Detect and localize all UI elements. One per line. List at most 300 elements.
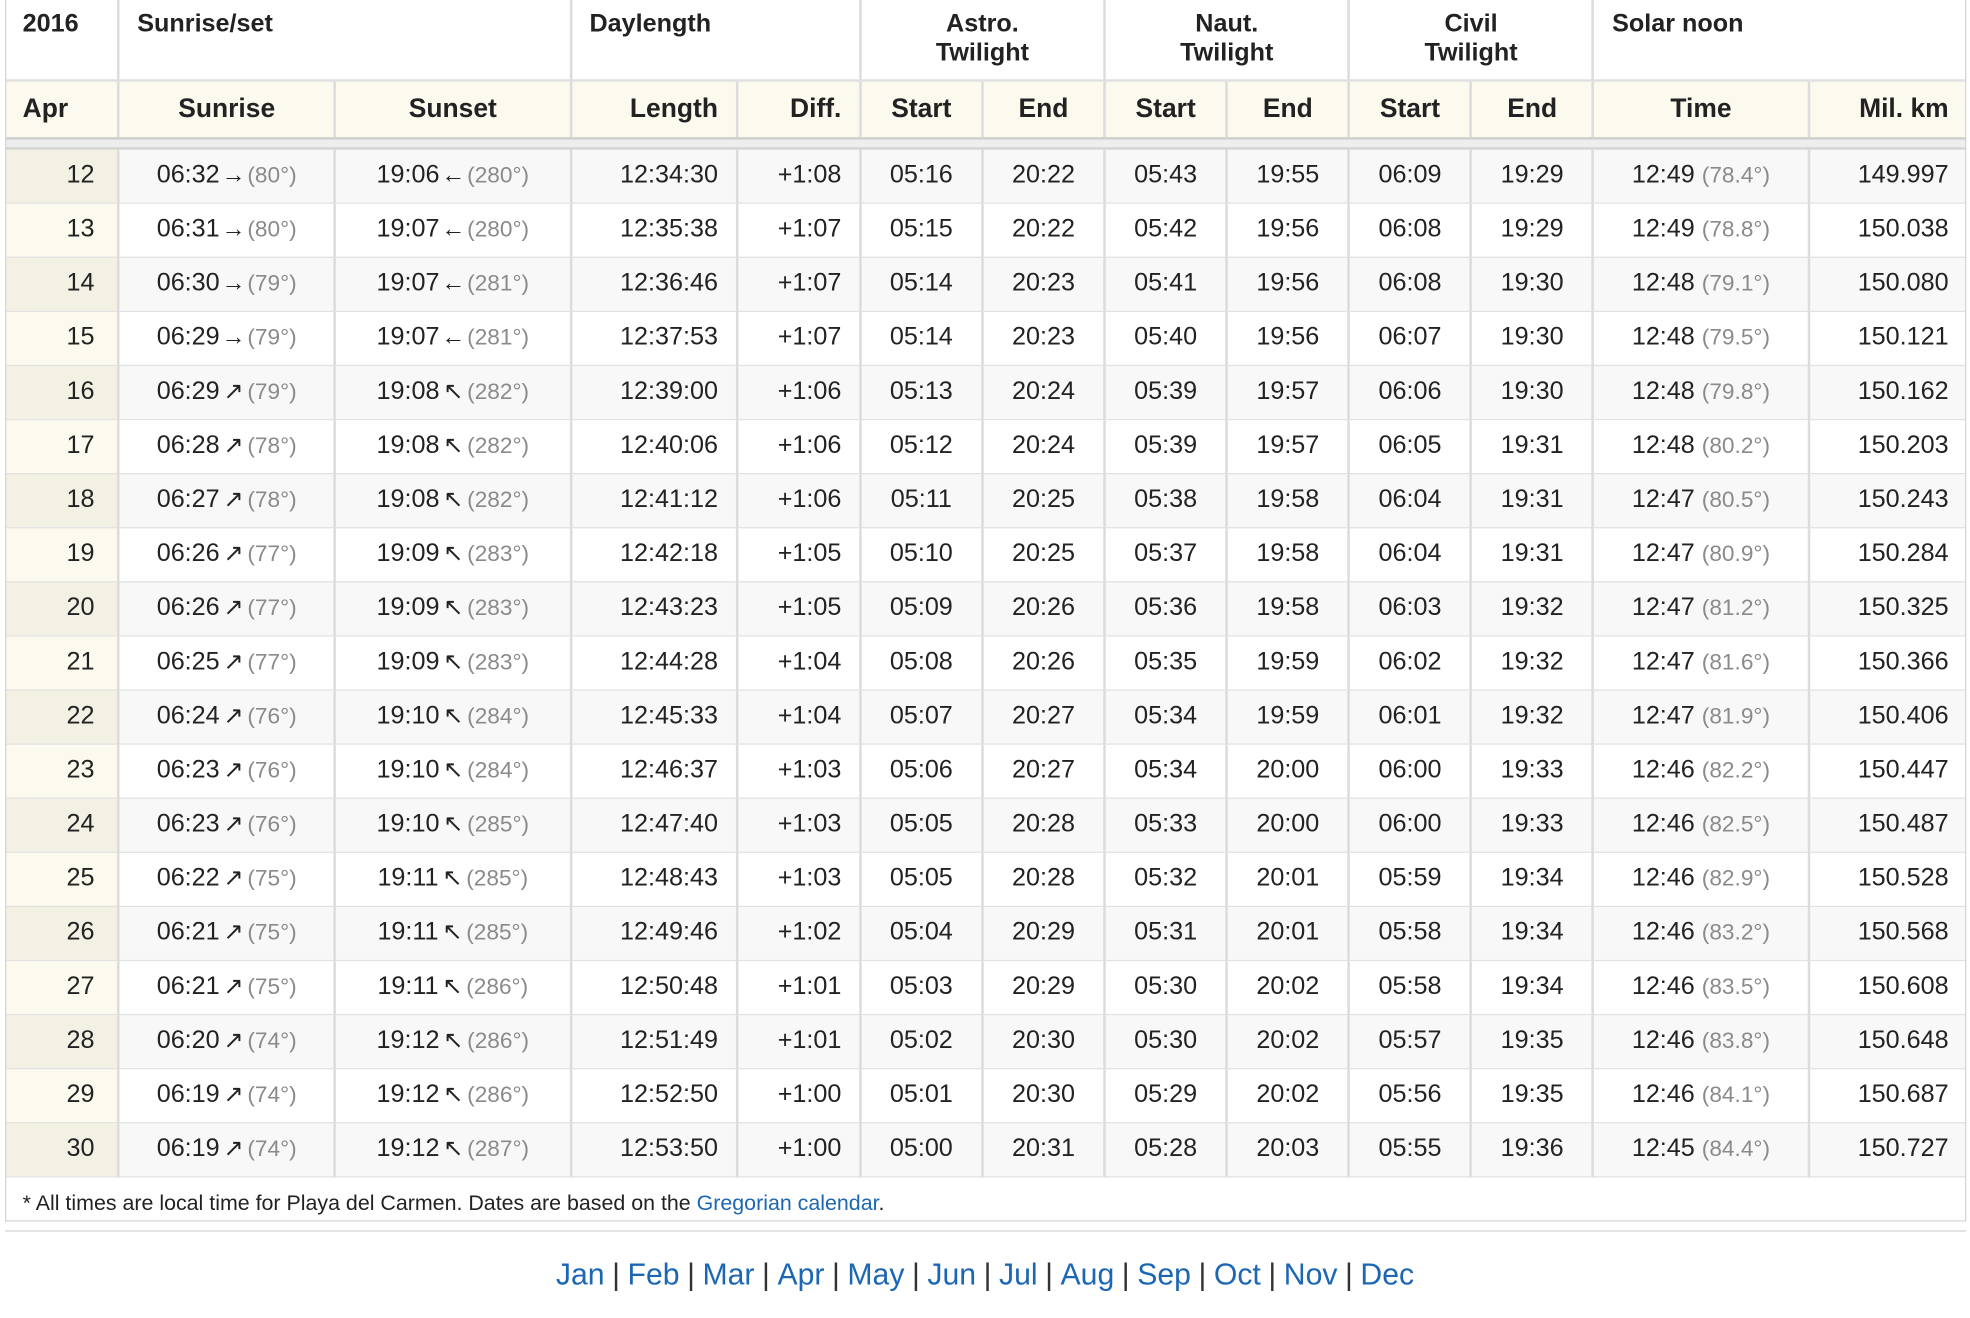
sunset-cell — [335, 798, 571, 852]
astro-end-cell: 20:27 — [982, 743, 1104, 797]
day-cell: 18 — [5, 473, 118, 527]
civil-header-line2: Twilight — [1424, 38, 1518, 67]
naut-end-cell: 20:02 — [1227, 1014, 1349, 1068]
solar-noon-cell — [1593, 257, 1808, 311]
astro-start-cell: 05:14 — [860, 311, 982, 365]
sunrise-direction-icon: ↗ — [223, 919, 244, 947]
sunset-cell — [335, 203, 571, 257]
sunset-time: 19:07 — [376, 269, 440, 297]
distance-cell: 150.121 — [1809, 311, 1967, 365]
daylength-cell: 12:43:23 — [571, 581, 737, 635]
sunset-cell — [335, 852, 571, 906]
solar-noon-cell — [1593, 906, 1808, 960]
month-link-nov[interactable]: Nov — [1283, 1258, 1338, 1292]
sunrise-azimuth: (75°) — [247, 919, 297, 945]
astro-end-cell: 20:26 — [982, 581, 1104, 635]
civil-start-cell: 05:56 — [1349, 1068, 1471, 1122]
solar-noon-altitude: (83.8°) — [1701, 1027, 1771, 1053]
sunrise-cell — [118, 1068, 335, 1122]
civil-end-cell: 19:34 — [1471, 906, 1593, 960]
table-row — [5, 148, 1966, 202]
civil-start-cell: 06:00 — [1349, 743, 1471, 797]
sunrise-direction-icon: ↗ — [223, 811, 244, 838]
daylength-cell: 12:51:49 — [571, 1014, 737, 1068]
naut-start-cell: 05:40 — [1105, 311, 1227, 365]
civil-start-cell: 05:57 — [1349, 1014, 1471, 1068]
month-separator: | — [1268, 1258, 1277, 1292]
civil-end-col-header: End — [1471, 81, 1593, 139]
sunset-cell — [335, 635, 571, 689]
table-row — [5, 527, 1966, 581]
naut-header-line1: Naut. — [1195, 10, 1259, 38]
header-row-groups — [5, 0, 1966, 81]
astro-end-cell: 20:31 — [982, 1122, 1104, 1176]
month-separator: | — [1345, 1258, 1353, 1292]
astro-end-col-header: End — [982, 81, 1104, 139]
month-separator: | — [1121, 1258, 1130, 1292]
astro-header-line2: Twilight — [935, 38, 1030, 67]
sunrise-direction-icon: ↗ — [223, 486, 244, 514]
solar-noon-altitude: (84.1°) — [1701, 1081, 1771, 1108]
sunset-time: 19:09 — [376, 593, 440, 622]
diff-cell: +1:03 — [737, 743, 860, 797]
solar-noon-altitude: (82.5°) — [1701, 811, 1771, 837]
solar-noon-altitude: (80.5°) — [1701, 486, 1771, 513]
solar-noon-cell — [1593, 419, 1808, 473]
naut-start-cell: 05:37 — [1105, 527, 1227, 581]
month-separator: | — [831, 1258, 840, 1292]
sunrise-cell — [118, 203, 335, 257]
month-link-sep[interactable]: Sep — [1137, 1258, 1191, 1292]
month-link-jan[interactable]: Jan — [555, 1258, 605, 1292]
distance-cell: 150.727 — [1809, 1122, 1967, 1176]
sunset-azimuth: (287°) — [467, 1135, 530, 1162]
naut-start-cell: 05:42 — [1105, 203, 1227, 257]
diff-cell: +1:06 — [737, 419, 860, 473]
solar-noon-cell — [1593, 743, 1808, 797]
civil-twilight-header — [1349, 0, 1593, 81]
footnote-row — [5, 1176, 1966, 1230]
sunset-cell — [335, 257, 571, 311]
distance-cell: 150.406 — [1809, 689, 1967, 743]
solar-noon-cell — [1593, 311, 1808, 365]
sunset-direction-icon: ← — [441, 216, 466, 243]
sunrise-azimuth: (78°) — [247, 486, 297, 513]
distance-cell: 150.284 — [1809, 527, 1967, 581]
day-cell: 14 — [5, 257, 118, 311]
solar-noon-cell — [1593, 852, 1808, 906]
solar-noon-time: 12:46 — [1631, 972, 1695, 1001]
sunrise-azimuth: (75°) — [247, 973, 297, 999]
naut-end-cell: 19:56 — [1227, 311, 1349, 365]
sunset-time: 19:10 — [376, 701, 440, 730]
civil-end-cell: 19:35 — [1471, 1014, 1593, 1068]
solar-noon-time: 12:49 — [1631, 215, 1695, 243]
daylength-cell: 12:46:37 — [571, 743, 737, 797]
sunset-direction-icon: ↖ — [442, 865, 463, 892]
solar-noon-cell — [1593, 473, 1808, 527]
sunset-time: 19:11 — [377, 972, 439, 1001]
solar-noon-cell — [1593, 581, 1808, 635]
solar-noon-altitude: (82.2°) — [1701, 757, 1771, 783]
sunset-cell — [335, 311, 571, 365]
solar-noon-altitude: (79.1°) — [1701, 270, 1771, 296]
sunset-direction-icon: ↖ — [442, 919, 463, 947]
sunrise-cell — [118, 906, 335, 960]
month-link-apr[interactable]: Apr — [777, 1258, 825, 1292]
sunrise-cell — [118, 635, 335, 689]
naut-end-cell: 19:58 — [1227, 527, 1349, 581]
sunset-time: 19:06 — [376, 161, 440, 190]
sunrise-direction-icon: ↗ — [223, 703, 244, 730]
distance-cell: 150.366 — [1809, 635, 1967, 689]
solar-noon-cell — [1593, 203, 1808, 257]
sunrise-azimuth: (76°) — [247, 811, 297, 837]
daylength-cell: 12:49:46 — [571, 906, 737, 960]
civil-start-cell: 06:06 — [1349, 365, 1471, 419]
table-row — [5, 311, 1966, 365]
sunrise-azimuth: (75°) — [247, 865, 297, 891]
sunset-direction-icon: ↖ — [443, 703, 464, 730]
solar-noon-altitude: (81.6°) — [1701, 649, 1771, 675]
sunrise-set-header: Sunrise/set — [118, 0, 570, 81]
civil-end-cell: 19:30 — [1471, 311, 1593, 365]
astro-start-cell: 05:09 — [860, 581, 982, 635]
sunset-time: 19:07 — [376, 215, 440, 243]
civil-end-cell: 19:29 — [1471, 148, 1593, 202]
naut-start-cell: 05:33 — [1105, 798, 1227, 852]
table-row — [5, 852, 1966, 906]
civil-start-cell: 06:01 — [1349, 689, 1471, 743]
table-row — [5, 257, 1966, 311]
sunrise-direction-icon: → — [221, 324, 246, 351]
naut-end-cell: 19:58 — [1227, 581, 1349, 635]
sunset-azimuth: (282°) — [467, 432, 530, 458]
day-cell: 15 — [5, 311, 118, 365]
solar-noon-cell — [1593, 635, 1808, 689]
sunrise-cell — [118, 689, 335, 743]
astro-start-cell: 05:05 — [860, 852, 982, 906]
naut-end-cell: 20:00 — [1227, 743, 1349, 797]
sunrise-cell — [118, 419, 335, 473]
daylength-cell: 12:44:28 — [571, 635, 737, 689]
daylength-cell: 12:52:50 — [571, 1068, 737, 1122]
month-link-aug[interactable]: Aug — [1060, 1258, 1115, 1292]
civil-end-cell: 19:32 — [1471, 581, 1593, 635]
civil-end-cell: 19:34 — [1471, 960, 1593, 1014]
astro-end-cell: 20:24 — [982, 365, 1104, 419]
sunset-azimuth: (281°) — [467, 270, 530, 296]
astro-start-cell: 05:08 — [860, 635, 982, 689]
sunset-direction-icon: ↖ — [443, 378, 464, 406]
sunrise-azimuth: (74°) — [247, 1027, 297, 1053]
solar-noon-cell — [1593, 689, 1808, 743]
sunrise-direction-icon: → — [221, 216, 246, 243]
table-row — [5, 1122, 1966, 1176]
table-row — [5, 581, 1966, 635]
day-cell: 13 — [5, 203, 118, 257]
solar-noon-time: 12:46 — [1631, 918, 1695, 947]
sunset-cell — [335, 960, 571, 1014]
sunrise-time: 06:29 — [156, 323, 220, 351]
sunrise-azimuth: (74°) — [247, 1135, 297, 1162]
month-link-dec[interactable]: Dec — [1360, 1258, 1415, 1292]
month-link-mar[interactable]: Mar — [702, 1258, 755, 1292]
sunrise-direction-icon: ↗ — [223, 595, 244, 622]
table-body — [5, 148, 1966, 1176]
naut-end-cell: 19:57 — [1227, 419, 1349, 473]
diff-cell: +1:04 — [737, 689, 860, 743]
sunrise-cell — [118, 581, 335, 635]
diff-cell: +1:00 — [737, 1122, 860, 1176]
naut-end-cell: 19:56 — [1227, 203, 1349, 257]
sunrise-direction-icon: ↗ — [223, 432, 244, 460]
sunset-time: 19:08 — [376, 377, 440, 406]
month-link-oct[interactable]: Oct — [1213, 1258, 1261, 1292]
sunrise-azimuth: (76°) — [247, 703, 297, 729]
naut-end-cell: 19:59 — [1227, 635, 1349, 689]
sunset-time: 19:10 — [376, 756, 440, 784]
civil-end-cell: 19:35 — [1471, 1068, 1593, 1122]
sunrise-col-header: Sunrise — [118, 81, 335, 139]
table-row — [5, 960, 1966, 1014]
sunrise-cell — [118, 1122, 335, 1176]
sunset-cell — [335, 365, 571, 419]
sunset-direction-icon: ↖ — [443, 595, 464, 622]
sunrise-time: 06:28 — [156, 431, 220, 460]
table-row — [5, 473, 1966, 527]
sunrise-azimuth: (79°) — [247, 324, 297, 350]
naut-start-col-header: Start — [1105, 81, 1227, 139]
solar-noon-time: 12:48 — [1631, 269, 1695, 297]
sunrise-time: 06:21 — [156, 972, 220, 1001]
table-row — [5, 743, 1966, 797]
naut-end-cell: 20:02 — [1227, 1068, 1349, 1122]
naut-end-cell: 20:02 — [1227, 960, 1349, 1014]
sunset-cell — [335, 527, 571, 581]
distance-cell: 150.608 — [1809, 960, 1967, 1014]
solar-noon-cell — [1593, 148, 1808, 202]
sunset-time: 19:10 — [376, 810, 440, 838]
astro-start-cell: 05:05 — [860, 798, 982, 852]
astro-end-cell: 20:23 — [982, 311, 1104, 365]
civil-start-cell: 06:04 — [1349, 527, 1471, 581]
sunrise-azimuth: (79°) — [247, 378, 297, 404]
sunset-azimuth: (285°) — [467, 811, 530, 837]
civil-start-cell: 06:05 — [1349, 419, 1471, 473]
sunrise-time: 06:26 — [156, 539, 220, 568]
sunset-direction-icon: ↖ — [442, 973, 463, 1001]
sunrise-azimuth: (77°) — [247, 595, 297, 621]
sunset-time: 19:11 — [377, 918, 439, 947]
sunset-time: 19:07 — [376, 323, 440, 351]
sunrise-cell — [118, 257, 335, 311]
naut-end-cell: 19:58 — [1227, 473, 1349, 527]
sunrise-direction-icon: ↗ — [223, 757, 244, 784]
sunset-direction-icon: ← — [441, 324, 466, 351]
sunrise-time: 06:32 — [156, 161, 220, 190]
sunset-azimuth: (285°) — [466, 865, 529, 891]
sunset-azimuth: (280°) — [467, 162, 530, 188]
sunrise-azimuth: (77°) — [247, 540, 297, 567]
naut-start-cell: 05:43 — [1105, 148, 1227, 202]
sunset-azimuth: (286°) — [466, 973, 529, 999]
solar-noon-time: 12:45 — [1631, 1134, 1695, 1163]
solar-noon-time: 12:47 — [1631, 647, 1695, 676]
astro-start-cell: 05:16 — [860, 148, 982, 202]
diff-cell: +1:05 — [737, 527, 860, 581]
naut-end-cell: 19:56 — [1227, 257, 1349, 311]
month-header: Apr — [5, 81, 118, 139]
solar-noon-altitude: (82.9°) — [1701, 865, 1771, 891]
distance-cell: 150.038 — [1809, 203, 1967, 257]
solar-noon-altitude: (80.2°) — [1701, 432, 1771, 458]
sunrise-time: 06:25 — [156, 647, 220, 676]
astro-start-cell: 05:10 — [860, 527, 982, 581]
sunrise-time: 06:21 — [156, 918, 220, 947]
naut-start-cell: 05:34 — [1105, 689, 1227, 743]
day-cell: 22 — [5, 689, 118, 743]
sunrise-azimuth: (79°) — [247, 270, 297, 296]
month-link-jul[interactable]: Jul — [998, 1258, 1038, 1292]
header-spacer — [5, 138, 1966, 148]
day-cell: 28 — [5, 1014, 118, 1068]
solar-noon-time: 12:47 — [1631, 485, 1695, 514]
sunrise-direction-icon: ↗ — [223, 378, 244, 406]
distance-cell: 150.648 — [1809, 1014, 1967, 1068]
solar-noon-time: 12:49 — [1631, 161, 1695, 190]
distance-cell: 150.243 — [1809, 473, 1967, 527]
astro-end-cell: 20:24 — [982, 419, 1104, 473]
sunset-azimuth: (283°) — [467, 595, 530, 621]
civil-end-cell: 19:34 — [1471, 852, 1593, 906]
month-separator: | — [911, 1258, 920, 1292]
sunset-direction-icon: ↖ — [443, 811, 464, 838]
naut-start-cell: 05:39 — [1105, 365, 1227, 419]
daylength-cell: 12:50:48 — [571, 960, 737, 1014]
sunrise-cell — [118, 960, 335, 1014]
sunrise-time: 06:27 — [156, 485, 220, 514]
naut-start-cell: 05:31 — [1105, 906, 1227, 960]
sunrise-time: 06:30 — [156, 269, 220, 297]
astro-end-cell: 20:29 — [982, 906, 1104, 960]
day-cell: 16 — [5, 365, 118, 419]
diff-cell: +1:05 — [737, 581, 860, 635]
solar-noon-altitude: (80.9°) — [1701, 540, 1771, 567]
distance-cell: 150.528 — [1809, 852, 1967, 906]
astro-start-cell: 05:00 — [860, 1122, 982, 1176]
sunrise-cell — [118, 1014, 335, 1068]
table-row — [5, 419, 1966, 473]
sunset-azimuth: (285°) — [466, 919, 529, 945]
civil-start-cell: 06:09 — [1349, 148, 1471, 202]
distance-cell: 150.568 — [1809, 906, 1967, 960]
civil-start-cell: 06:07 — [1349, 311, 1471, 365]
sunrise-direction-icon: ↗ — [223, 973, 244, 1001]
sunrise-azimuth: (80°) — [247, 162, 297, 188]
naut-start-cell: 05:29 — [1105, 1068, 1227, 1122]
day-cell: 25 — [5, 852, 118, 906]
sunset-time: 19:12 — [376, 1026, 440, 1055]
distance-cell: 150.162 — [1809, 365, 1967, 419]
astro-end-cell: 20:28 — [982, 852, 1104, 906]
sunrise-time: 06:19 — [156, 1134, 220, 1163]
naut-start-cell: 05:41 — [1105, 257, 1227, 311]
gregorian-calendar-link[interactable]: Gregorian calendar — [696, 1190, 879, 1215]
sunset-cell — [335, 473, 571, 527]
civil-end-cell: 19:32 — [1471, 689, 1593, 743]
distance-cell: 150.447 — [1809, 743, 1967, 797]
sunset-azimuth: (284°) — [467, 757, 530, 783]
day-cell: 24 — [5, 798, 118, 852]
solar-noon-altitude: (79.5°) — [1701, 324, 1771, 350]
civil-start-cell: 06:00 — [1349, 798, 1471, 852]
naut-end-cell: 20:03 — [1227, 1122, 1349, 1176]
diff-cell: +1:07 — [737, 203, 860, 257]
civil-start-col-header: Start — [1349, 81, 1471, 139]
solar-noon-time: 12:46 — [1631, 756, 1695, 784]
distance-cell: 150.080 — [1809, 257, 1967, 311]
table-row — [5, 635, 1966, 689]
sunrise-cell — [118, 311, 335, 365]
month-link-may[interactable]: May — [847, 1258, 905, 1292]
daylength-cell: 12:53:50 — [571, 1122, 737, 1176]
civil-start-cell: 05:58 — [1349, 906, 1471, 960]
solar-noon-altitude: (81.2°) — [1701, 595, 1771, 621]
astro-end-cell: 20:25 — [982, 473, 1104, 527]
solar-noon-time: 12:46 — [1631, 864, 1695, 892]
sunrise-azimuth: (80°) — [247, 216, 297, 242]
astro-end-cell: 20:22 — [982, 203, 1104, 257]
solar-noon-time: 12:48 — [1631, 431, 1695, 460]
sunset-time: 19:08 — [376, 485, 440, 514]
astro-header-line1: Astro. — [946, 10, 1019, 38]
day-cell: 21 — [5, 635, 118, 689]
sunset-azimuth: (283°) — [467, 649, 530, 675]
solar-noon-time: 12:48 — [1631, 323, 1695, 351]
civil-start-cell: 06:04 — [1349, 473, 1471, 527]
sunset-azimuth: (282°) — [467, 486, 530, 513]
day-cell: 17 — [5, 419, 118, 473]
daylength-cell: 12:41:12 — [571, 473, 737, 527]
solar-noon-altitude: (81.9°) — [1701, 703, 1771, 729]
sun-table — [5, 0, 1966, 1231]
diff-cell: +1:06 — [737, 473, 860, 527]
solar-noon-cell — [1593, 1068, 1808, 1122]
sunset-direction-icon: ← — [441, 270, 466, 297]
month-separator: | — [1198, 1258, 1207, 1292]
civil-start-cell: 05:55 — [1349, 1122, 1471, 1176]
diff-cell: +1:01 — [737, 1014, 860, 1068]
astro-end-cell: 20:30 — [982, 1068, 1104, 1122]
footnote-text: * All times are local time for Playa del Carmen. Dates are based on the — [22, 1190, 697, 1215]
month-link-jun[interactable]: Jun — [927, 1258, 977, 1292]
daylength-header: Daylength — [571, 0, 861, 81]
sunset-cell — [335, 743, 571, 797]
solar-noon-time: 12:48 — [1631, 377, 1695, 406]
month-link-feb[interactable]: Feb — [627, 1258, 680, 1292]
distance-cell: 150.325 — [1809, 581, 1967, 635]
sunset-azimuth: (280°) — [467, 216, 530, 242]
sunset-direction-icon: ↖ — [443, 757, 464, 784]
sunset-azimuth: (283°) — [467, 540, 530, 567]
sunset-cell — [335, 1068, 571, 1122]
month-separator: | — [983, 1258, 992, 1292]
sunset-cell — [335, 906, 571, 960]
sunset-cell — [335, 419, 571, 473]
astro-end-cell: 20:26 — [982, 635, 1104, 689]
sunrise-time: 06:22 — [156, 864, 220, 892]
